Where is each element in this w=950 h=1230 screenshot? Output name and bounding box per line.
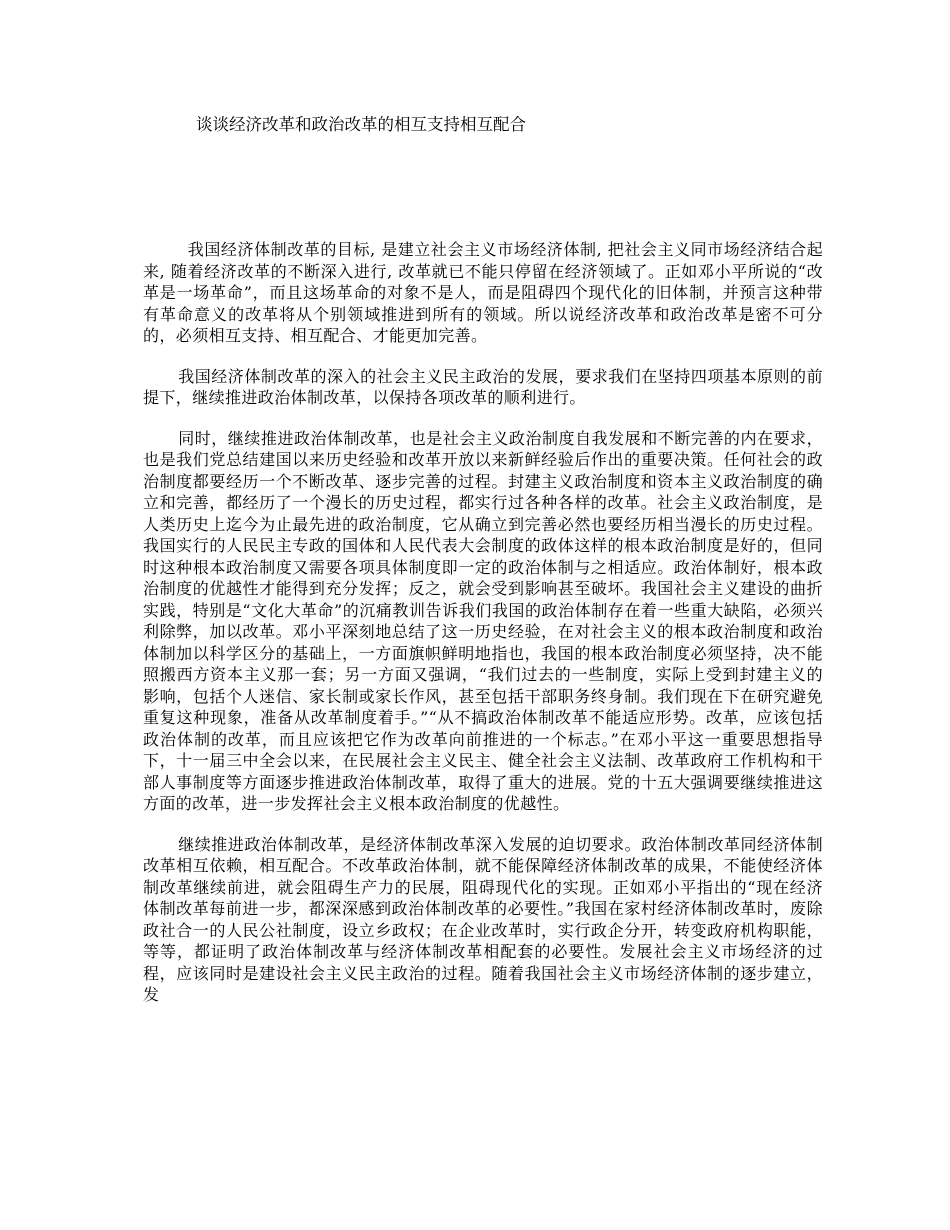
document-title: 谈谈经济改革和政治改革的相互支持相互配合 [196, 115, 526, 134]
paragraph-1: 我国经济体制改革的目标, 是建立社会主义市场经济体制, 把社会主义同市场经济结合起来, 随着经济改革的不断深入进行, 改革就已不能只停留在经济领域了。正如邓小平所说的“改革是一场革命”，而且这场革命的对象不是人，而是阻碍四个现代化的旧体制，并预言这种带有革命意义的改革将从个别领域推进到所有的领域。所以说经济改革和政治改革是密不可分的，必须相互支持、相互配合、才能更加完善。 [143, 240, 823, 345]
paragraph-4: 继续推进政治体制改革，是经济体制改革深入发展的迫切要求。政治体制改革同经济体制改革相互依赖，相互配合。不改革政治体制，就不能保障经济体制改革的成果，不能使经济体制改革继续前进，就会阻碍生产力的民展，阻碍现代化的实现。正如邓小平指出的“现在经济体制改革每前进一步，都深深感到政治体制改革的必要性。”我国在家村经济体制改革时，废除政社合一的人民公社制度，设立乡政权；在企业改革时，实行政企分开，转变政府机构职能，等等，都证明了政治体制改革与经济体制改革相配套的必要性。发展社会主义市场经济的过程，应该同时是建设社会主义民主政治的过程。随着我国社会主义市场经济体制的逐步建立，发 [143, 834, 823, 1004]
paragraph-2: 我国经济体制改革的深入的社会主义民主政治的发展，要求我们在坚持四项基本原则的前提下，继续推进政治体制改革，以保持各项改革的顺利进行。 [143, 366, 823, 407]
document-body [143, 239, 823, 1025]
paragraph-3: 同时，继续推进政治体制改革，也是社会主义政治制度自我发展和不断完善的内在要求，也是我们党总结建国以来历史经验和改革开放以来新鲜经验后作出的重要决策。任何社会的政治制度都要经历一个不断改革、逐步完善的过程。封建主义政治制度和资本主义政治制度的确立和完善，都经历了一个漫长的历史过程，都实行过各种各样的改革。社会主义政治制度，是人类历史上迄今为止最先进的政治制度，它从确立到完善必然也要经历相当漫长的历史过程。我国实行的人民民主专政的国体和人民代表大会制度的政体这样的根本政治制度是好的，但同时这种根本政治制度又需要各项具体制度即一定的政治体制与之相适应。政治体制好，根本政治制度的优越性才能得到充分发挥；反之，就会受到影响甚至破坏。我国社会主义建设的曲折实践，特别是“文化大革命”的沉痛教训告诉我们我国的政治体制存在着一些重大缺陷，必须兴利除弊，加以改革。邓小平深刻地总结了这一历史经验，在对社会主义的根本政治制度和政治体制加以科学区分的基础上，一方面旗帜鲜明地指也，我国的根本政治制度必须坚持，决不能照搬西方资本主义那一套；另一方面又强调，“我们过去的一些制度，实际上受到封建主义的影响，包括个人迷信、家长制或家长作风，甚至包括干部职务终身制。我们现在下在研究避免重复这种现象，准备从改革制度着手。”“从不搞政治体制改革不能适应形势。改革，应该包括政治体制的改革，而且应该把它作为改革向前推进的一个标志。”在邓小平这一重要思想指导下，十一届三中全会以来，在民展社会主义民主、健全社会主义法制、改革政府工作机构和干部人事制度等方面逐步推进政治体制改革，取得了重大的进展。党的十五大强调要继续推进这方面的改革，进一步发挥社会主义根本政治制度的优越性。 [143, 428, 823, 813]
